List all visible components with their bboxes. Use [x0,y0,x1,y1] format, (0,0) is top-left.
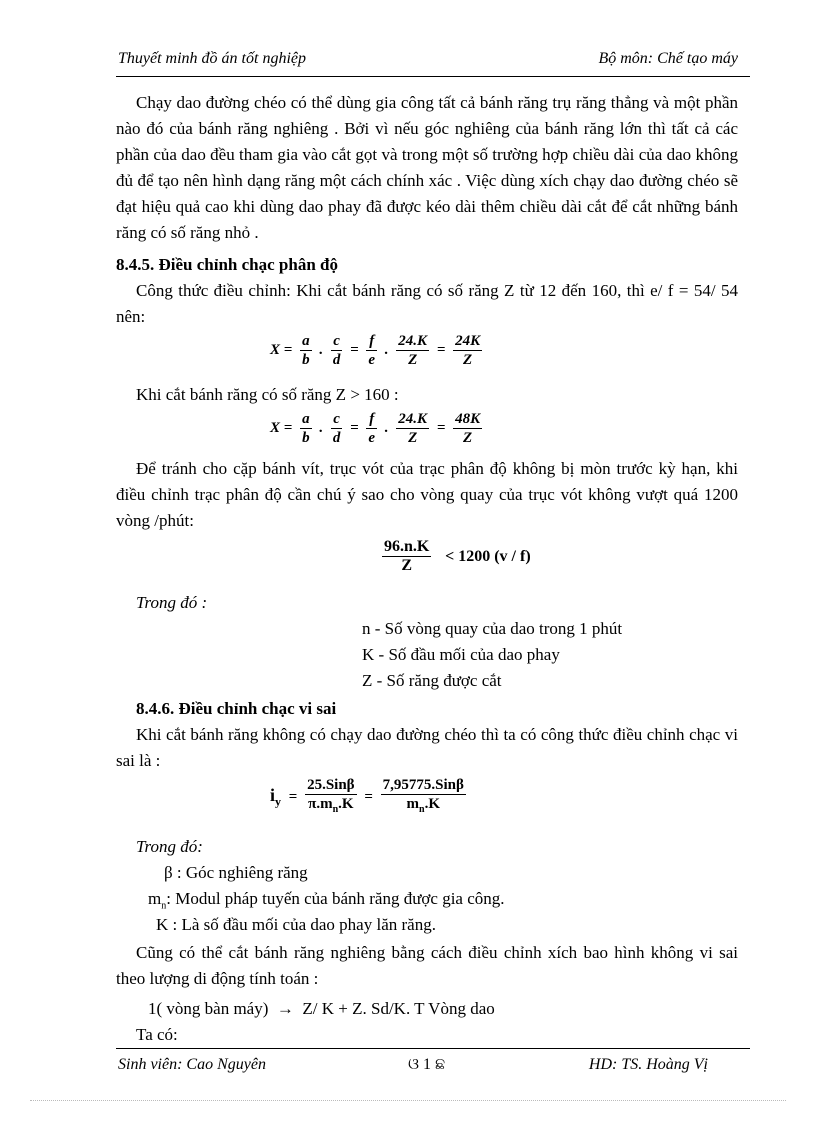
ta-co-line: Ta có: [136,1025,178,1044]
header-left: Thuyết minh đồ án tốt nghiệp [118,50,306,67]
paragraph-formula-intro: Công thức điều chỉnh: Khi cắt bánh răng có số răng Z từ 12 đến 160, thì e/ f = 54/ 54 nên: [116,281,738,326]
fraction-f-e: $\frac{f}{e}$ [368,333,376,368]
fraction-a-b: $\frac{a}{b}$ [302,333,310,368]
paragraph-helical-alt: Cũng có thể cắt bánh răng nghiêng bằng cách điều chỉnh xích bao hình không vi sai theo lượng di động tính toán : [116,943,738,988]
definition-n: n - Số vòng quay của dao trong 1 phút [362,619,623,638]
header-right: Bộ môn: Chế tạo máy [598,50,738,67]
footer-student: Sinh viên: Cao Nguyên [118,1056,266,1073]
arrow-icon: → [276,999,294,1018]
footer-advisor: HD: TS. Hoàng Vị [588,1056,708,1073]
formula-differential: $i_y$ = $\frac{\text{25.Sinβ}}{\pi.m_n.K}$ = $\frac{\text{7,95775.Sinβ}}{m_n.K}$ [270,777,464,815]
fraction-24k-z: $\frac{24.K}{Z}$ [398,333,428,368]
page-footer [118,1056,738,1078]
where-label-2: Trong đó: [136,837,203,856]
footer-page-number: ଓ 1 ଛ [408,1056,446,1073]
paragraph-z-over-160: Khi cắt bánh răng có số răng Z > 160 : [136,385,399,404]
page-header [118,50,738,72]
paragraph-differential: Khi cắt bánh răng không có chạy dao đường chéo thì ta có công thức điều chỉnh chạc vi sai là : [116,725,738,770]
header-rule [116,76,750,77]
definition-beta: β : Góc nghiêng răng [164,863,308,882]
fraction-c-d: $\frac{c}{d}$ [332,333,341,368]
paragraph-worm-speed: Để tránh cho cặp bánh vít, trục vót của trạc phân độ không bị mòn trước kỳ hạn, khi điều chỉnh trạc phân độ cần chú ý sao cho vòng quay của trục vót không vượt quá 1200 vòng /phút: [116,459,738,530]
definition-k: K - Số đầu mối của dao phay [362,645,560,664]
definition-mn: $m_n$: Modul pháp tuyến của bánh răng được gia công. [148,889,505,912]
definition-k-hob: K : Là số đầu mối của dao phay lăn răng. [156,915,436,934]
paragraph-diagonal-feed: Chạy dao đường chéo có thể dùng gia công tất cả bánh răng trụ răng thẳng và một phần nào đó của bánh răng nghiêng . Bởi vì nếu góc nghiêng của bánh răng lớn thì tất cả các phần của dao đều tham gia vào cắt gọt và trong một số trường hợp chiều dài của dao không đủ để tạo nên hình dạng răng một cách chính xác . Việc dùng xích chạy dao đường chéo sẽ đạt hiệu quả cao khi dùng dao phay đã được kéo dài thêm chiều dài cắt để cắt những bánh răng có số răng nhỏ . [116,93,738,242]
bottom-dotted-border [30,1100,786,1101]
formula-speed-limit: $\frac{96.n.K}{Z}$ < 1200 (v / f) [384,538,531,574]
section-heading-8-4-6: 8.4.6. Điều chỉnh chạc vi sai [136,699,337,718]
footer-rule [116,1048,750,1049]
definition-z: Z - Số răng được cắt [362,671,502,690]
formula-lhs: X = [270,342,293,358]
where-label-1: Trong đó : [136,593,208,612]
fraction-result: $\frac{24K}{Z}$ [455,333,481,368]
kinematic-chain-equation: 1( vòng bàn máy) → Z/ K + Z. Sd/K. T Vòng dao [148,999,495,1018]
section-heading-8-4-5: 8.4.5. Điều chỉnh chạc phân độ [116,255,338,274]
formula-index-1: X = $\frac{a}{b}$ . $\frac{c}{d}$ = $\frac{f}{e}$ . $\frac{24.K}{Z}$ = $\frac{24K}{Z}$ [270,333,481,368]
formula-index-2: X = $\frac{a}{b}$ . $\frac{c}{d}$ = $\frac{f}{e}$ . $\frac{24.K}{Z}$ = $\frac{48K}{Z}$ [270,411,481,446]
